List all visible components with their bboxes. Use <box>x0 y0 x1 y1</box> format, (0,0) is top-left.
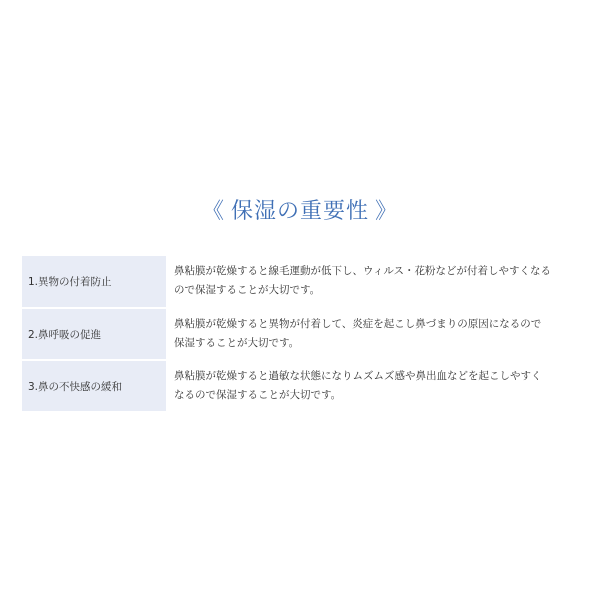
description-line: 鼻粘膜が乾燥すると過敏な状態になりムズムズ感や鼻出血などを起こしやすく <box>174 370 542 382</box>
table-row <box>22 256 578 307</box>
row-description <box>170 361 578 411</box>
row-label: 2.鼻呼吸の促進 <box>22 309 166 359</box>
description-line: 保湿することが大切です。 <box>174 337 300 349</box>
table-row <box>22 309 578 359</box>
table-row <box>22 361 578 411</box>
section-heading <box>0 196 600 228</box>
row-description <box>170 256 578 307</box>
row-label: 1.異物の付着防止 <box>22 256 166 307</box>
row-label: 3.鼻の不快感の緩和 <box>22 361 166 411</box>
description-line: 鼻粘膜が乾燥すると異物が付着して、炎症を起こし鼻づまりの原因になるので <box>174 318 542 330</box>
description-line: ので保湿することが大切です。 <box>174 284 321 296</box>
row-description <box>170 309 578 359</box>
description-line: 鼻粘膜が乾燥すると線毛運動が低下し、ウィルス・花粉などが付着しやすくなる <box>174 265 552 277</box>
heading-open-bracket: 《 <box>201 199 225 224</box>
heading-title: 保湿の重要性 <box>230 199 369 224</box>
heading-close-bracket: 》 <box>375 199 399 224</box>
description-line: なるので保湿することが大切です。 <box>174 389 342 401</box>
importance-table <box>22 256 578 413</box>
